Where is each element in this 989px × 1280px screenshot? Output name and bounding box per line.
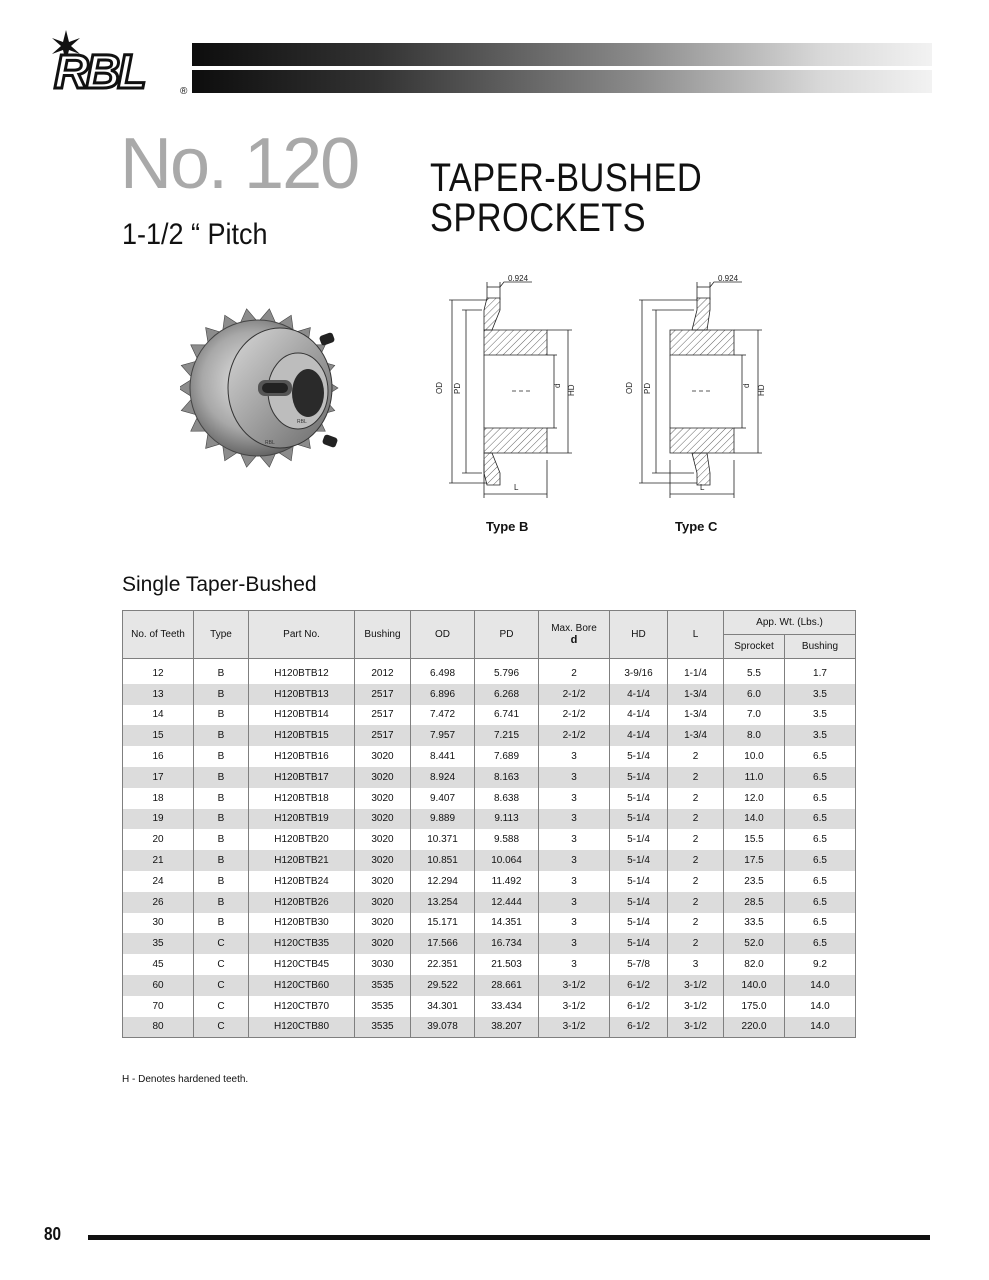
table-cell: 38.207 — [475, 1017, 539, 1038]
table-cell: 5-1/4 — [610, 871, 668, 892]
table-cell: 12.444 — [475, 892, 539, 913]
registered-mark: ® — [180, 86, 188, 97]
table-cell: 6.5 — [785, 871, 856, 892]
col-header-weight-bushing: Bushing — [785, 635, 856, 659]
table-cell: 3.5 — [785, 705, 856, 726]
table-cell: 5.796 — [475, 659, 539, 684]
svg-text:HD: HD — [757, 384, 766, 396]
table-cell: H120BTB19 — [249, 809, 355, 830]
table-cell: 3 — [539, 933, 610, 954]
table-cell: B — [194, 829, 249, 850]
table-cell: 6.5 — [785, 767, 856, 788]
table-cell: H120BTB17 — [249, 767, 355, 788]
table-cell: 9.588 — [475, 829, 539, 850]
table-cell: 7.0 — [724, 705, 785, 726]
table-cell: C — [194, 996, 249, 1017]
table-cell: 3020 — [355, 767, 411, 788]
table-cell: 5-1/4 — [610, 892, 668, 913]
sprocket-photo — [180, 296, 350, 476]
table-cell: 9.407 — [411, 788, 475, 809]
col-header-od: OD — [411, 611, 475, 659]
table-cell: 17.5 — [724, 850, 785, 871]
table-cell: 23.5 — [724, 871, 785, 892]
table-cell: 21.503 — [475, 954, 539, 975]
col-header-weight-sprocket: Sprocket — [724, 635, 785, 659]
table-cell: 9.2 — [785, 954, 856, 975]
table-cell: 52.0 — [724, 933, 785, 954]
table-cell: 34.301 — [411, 996, 475, 1017]
table-cell: 2 — [668, 788, 724, 809]
table-row — [123, 871, 856, 892]
table-cell: 3020 — [355, 871, 411, 892]
type-c-diagram — [622, 270, 772, 505]
table-cell: B — [194, 809, 249, 830]
table-cell: 3535 — [355, 1017, 411, 1038]
table-cell: 18 — [123, 788, 194, 809]
table-cell: 17.566 — [411, 933, 475, 954]
table-cell: 3020 — [355, 746, 411, 767]
table-cell: 6.5 — [785, 850, 856, 871]
table-cell: 12.0 — [724, 788, 785, 809]
spec-table — [122, 610, 856, 1038]
table-cell: 3 — [539, 809, 610, 830]
table-cell: 3030 — [355, 954, 411, 975]
table-cell: 220.0 — [724, 1017, 785, 1038]
table-cell: 3 — [539, 788, 610, 809]
table-cell: 3020 — [355, 933, 411, 954]
table-cell: 5-1/4 — [610, 829, 668, 850]
table-cell: 1-3/4 — [668, 684, 724, 705]
table-cell: 5-1/4 — [610, 913, 668, 934]
col-header-weight: App. Wt. (Lbs.) — [724, 611, 856, 635]
table-cell: 2 — [668, 871, 724, 892]
table-cell: 3 — [539, 913, 610, 934]
table-cell: 13.254 — [411, 892, 475, 913]
table-cell: 14.0 — [724, 809, 785, 830]
table-cell: H120BTB12 — [249, 659, 355, 684]
table-cell: 2 — [668, 913, 724, 934]
table-cell: 6-1/2 — [610, 996, 668, 1017]
table-cell: H120CTB35 — [249, 933, 355, 954]
svg-text:OD: OD — [625, 382, 634, 394]
table-cell: 9.889 — [411, 809, 475, 830]
table-cell: B — [194, 871, 249, 892]
chain-number: No. 120 — [120, 124, 359, 204]
table-cell: 2 — [539, 659, 610, 684]
table-cell: 5-1/4 — [610, 767, 668, 788]
table-cell: H120BTB13 — [249, 684, 355, 705]
table-row — [123, 933, 856, 954]
table-cell: 3.5 — [785, 725, 856, 746]
table-cell: 2517 — [355, 684, 411, 705]
table-cell: 6.5 — [785, 788, 856, 809]
table-cell: H120CTB60 — [249, 975, 355, 996]
col-header-type: Type — [194, 611, 249, 659]
table-row — [123, 892, 856, 913]
table-cell: 140.0 — [724, 975, 785, 996]
table-cell: 80 — [123, 1017, 194, 1038]
table-cell: 70 — [123, 996, 194, 1017]
table-cell: 3 — [668, 954, 724, 975]
table-cell: 2 — [668, 892, 724, 913]
dim-0924-b: 0.924 — [508, 274, 529, 283]
table-cell: 2 — [668, 933, 724, 954]
svg-text:OD: OD — [435, 382, 444, 394]
table-cell: H120CTB45 — [249, 954, 355, 975]
table-cell: 11.492 — [475, 871, 539, 892]
table-cell: 6.896 — [411, 684, 475, 705]
table-cell: 1.7 — [785, 659, 856, 684]
table-cell: 39.078 — [411, 1017, 475, 1038]
table-cell: 10.064 — [475, 850, 539, 871]
table-cell: 5-1/4 — [610, 746, 668, 767]
table-row — [123, 996, 856, 1017]
svg-text:d: d — [553, 383, 562, 388]
table-cell: 45 — [123, 954, 194, 975]
table-cell: H120BTB14 — [249, 705, 355, 726]
table-cell: 3-1/2 — [539, 1017, 610, 1038]
table-cell: 3-1/2 — [668, 1017, 724, 1038]
table-cell: 3 — [539, 746, 610, 767]
table-cell: 3 — [539, 850, 610, 871]
table-cell: 26 — [123, 892, 194, 913]
table-cell: 6.5 — [785, 746, 856, 767]
table-cell: 2 — [668, 809, 724, 830]
table-cell: 3-1/2 — [539, 975, 610, 996]
table-cell: 12 — [123, 659, 194, 684]
table-cell: 3020 — [355, 913, 411, 934]
type-b-diagram — [432, 270, 582, 505]
table-cell: 3020 — [355, 809, 411, 830]
table-row — [123, 767, 856, 788]
table-cell: 3 — [539, 892, 610, 913]
svg-text:RBL: RBL — [265, 440, 275, 446]
table-cell: 6.498 — [411, 659, 475, 684]
table-cell: 4-1/4 — [610, 725, 668, 746]
table-cell: B — [194, 767, 249, 788]
table-cell: 35 — [123, 933, 194, 954]
table-cell: 7.215 — [475, 725, 539, 746]
table-cell: 7.957 — [411, 725, 475, 746]
table-cell: 8.0 — [724, 725, 785, 746]
table-cell: 2 — [668, 767, 724, 788]
table-cell: 4-1/4 — [610, 705, 668, 726]
table-cell: 21 — [123, 850, 194, 871]
table-cell: 7.472 — [411, 705, 475, 726]
table-cell: H120BTB21 — [249, 850, 355, 871]
table-cell: 8.163 — [475, 767, 539, 788]
table-cell: 10.0 — [724, 746, 785, 767]
table-cell: 7.689 — [475, 746, 539, 767]
table-cell: 3-1/2 — [668, 975, 724, 996]
table-cell: H120BTB15 — [249, 725, 355, 746]
table-cell: 29.522 — [411, 975, 475, 996]
table-cell: 3020 — [355, 850, 411, 871]
table-cell: 16.734 — [475, 933, 539, 954]
table-row — [123, 809, 856, 830]
table-cell: 4-1/4 — [610, 684, 668, 705]
table-cell: 16 — [123, 746, 194, 767]
table-row — [123, 788, 856, 809]
table-cell: B — [194, 659, 249, 684]
svg-text:PD: PD — [453, 382, 462, 394]
table-cell: 6.741 — [475, 705, 539, 726]
col-header-part: Part No. — [249, 611, 355, 659]
table-cell: 5.5 — [724, 659, 785, 684]
table-cell: 33.5 — [724, 913, 785, 934]
table-cell: 22.351 — [411, 954, 475, 975]
table-cell: 6-1/2 — [610, 1017, 668, 1038]
table-row — [123, 705, 856, 726]
svg-text:L: L — [514, 483, 519, 492]
table-cell: 3-1/2 — [539, 996, 610, 1017]
table-cell: 6.5 — [785, 809, 856, 830]
table-cell: 8.638 — [475, 788, 539, 809]
table-cell: 2-1/2 — [539, 725, 610, 746]
table-cell: 3020 — [355, 829, 411, 850]
table-cell: B — [194, 913, 249, 934]
table-cell: 2517 — [355, 725, 411, 746]
table-cell: 6.5 — [785, 913, 856, 934]
table-cell: 2 — [668, 850, 724, 871]
table-cell: H120BTB20 — [249, 829, 355, 850]
table-cell: 1-1/4 — [668, 659, 724, 684]
table-cell: 2 — [668, 829, 724, 850]
table-row — [123, 659, 856, 684]
svg-text:PD: PD — [643, 382, 652, 394]
table-cell: H120BTB16 — [249, 746, 355, 767]
table-row — [123, 850, 856, 871]
table-cell: 15.5 — [724, 829, 785, 850]
svg-text:d: d — [742, 383, 751, 388]
table-cell: B — [194, 746, 249, 767]
table-cell: 30 — [123, 913, 194, 934]
table-cell: 14.0 — [785, 996, 856, 1017]
table-cell: B — [194, 725, 249, 746]
table-row — [123, 975, 856, 996]
type-b-label: Type B — [486, 519, 529, 534]
table-cell: 6.268 — [475, 684, 539, 705]
section-title: Single Taper-Bushed — [122, 573, 317, 596]
table-cell: H120CTB70 — [249, 996, 355, 1017]
col-header-bushing: Bushing — [355, 611, 411, 659]
table-cell: 28.5 — [724, 892, 785, 913]
header-bar-bottom — [192, 70, 932, 93]
table-cell: 5-1/4 — [610, 788, 668, 809]
table-cell: 6.5 — [785, 933, 856, 954]
table-cell: 14.351 — [475, 913, 539, 934]
table-cell: 3.5 — [785, 684, 856, 705]
table-cell: 2517 — [355, 705, 411, 726]
table-cell: 6.5 — [785, 892, 856, 913]
table-row — [123, 1017, 856, 1038]
table-cell: B — [194, 850, 249, 871]
table-cell: 6.5 — [785, 829, 856, 850]
footer-rule — [88, 1235, 930, 1240]
table-cell: 1-3/4 — [668, 705, 724, 726]
table-cell: 1-3/4 — [668, 725, 724, 746]
table-cell: 14 — [123, 705, 194, 726]
svg-text:RBL: RBL — [297, 419, 307, 425]
table-cell: 175.0 — [724, 996, 785, 1017]
table-cell: 5-1/4 — [610, 850, 668, 871]
table-cell: 14.0 — [785, 1017, 856, 1038]
col-header-pd: PD — [475, 611, 539, 659]
table-cell: 20 — [123, 829, 194, 850]
table-row — [123, 684, 856, 705]
table-row — [123, 913, 856, 934]
table-cell: C — [194, 933, 249, 954]
logo-text: RBL — [54, 46, 144, 98]
table-cell: H120BTB30 — [249, 913, 355, 934]
table-cell: 5-1/4 — [610, 933, 668, 954]
table-cell: 3 — [539, 954, 610, 975]
table-cell: 3-1/2 — [668, 996, 724, 1017]
table-cell: 2-1/2 — [539, 705, 610, 726]
table-cell: 5-1/4 — [610, 809, 668, 830]
table-cell: 8.441 — [411, 746, 475, 767]
col-header-l: L — [668, 611, 724, 659]
table-cell: H120CTB80 — [249, 1017, 355, 1038]
table-cell: 15.171 — [411, 913, 475, 934]
pitch-label: 1-1/2 “ Pitch — [122, 218, 268, 251]
table-cell: 11.0 — [724, 767, 785, 788]
table-cell: B — [194, 684, 249, 705]
rbl-logo — [46, 28, 194, 98]
table-cell: 82.0 — [724, 954, 785, 975]
table-cell: 33.434 — [475, 996, 539, 1017]
table-cell: 6.0 — [724, 684, 785, 705]
table-cell: 3 — [539, 829, 610, 850]
table-cell: 12.294 — [411, 871, 475, 892]
table-cell: C — [194, 954, 249, 975]
table-cell: 3535 — [355, 975, 411, 996]
page-title: TAPER-BUSHED SPROCKETS — [430, 156, 703, 240]
svg-text:HD: HD — [567, 384, 576, 396]
svg-text:L: L — [700, 483, 705, 492]
table-cell: 3020 — [355, 892, 411, 913]
table-cell: C — [194, 1017, 249, 1038]
table-cell: 17 — [123, 767, 194, 788]
table-cell: 9.113 — [475, 809, 539, 830]
table-cell: B — [194, 788, 249, 809]
table-cell: 15 — [123, 725, 194, 746]
col-header-teeth: No. of Teeth — [123, 611, 194, 659]
table-cell: 5-7/8 — [610, 954, 668, 975]
table-row — [123, 725, 856, 746]
table-cell: 2012 — [355, 659, 411, 684]
table-cell: C — [194, 975, 249, 996]
table-cell: H120BTB18 — [249, 788, 355, 809]
table-cell: 3 — [539, 767, 610, 788]
table-cell: 3535 — [355, 996, 411, 1017]
table-cell: 6-1/2 — [610, 975, 668, 996]
table-cell: H120BTB26 — [249, 892, 355, 913]
header-bar-top — [192, 43, 932, 66]
table-cell: 14.0 — [785, 975, 856, 996]
table-cell: 24 — [123, 871, 194, 892]
table-cell: B — [194, 705, 249, 726]
dim-0924-c: 0.924 — [718, 274, 739, 283]
table-cell: H120BTB24 — [249, 871, 355, 892]
table-cell: 3-9/16 — [610, 659, 668, 684]
page-number: 80 — [44, 1224, 62, 1244]
table-cell: 3020 — [355, 788, 411, 809]
table-cell: 2 — [668, 746, 724, 767]
footnote: H - Denotes hardened teeth. — [122, 1074, 249, 1085]
table-cell: 28.661 — [475, 975, 539, 996]
table-cell: 3 — [539, 871, 610, 892]
table-cell: 10.851 — [411, 850, 475, 871]
table-cell: 19 — [123, 809, 194, 830]
table-cell: 10.371 — [411, 829, 475, 850]
table-cell: 60 — [123, 975, 194, 996]
table-row — [123, 829, 856, 850]
col-header-hd: HD — [610, 611, 668, 659]
type-c-label: Type C — [675, 519, 718, 534]
table-cell: B — [194, 892, 249, 913]
table-row — [123, 954, 856, 975]
col-header-bore: Max. Bore d — [539, 611, 610, 659]
table-cell: 8.924 — [411, 767, 475, 788]
table-cell: 2-1/2 — [539, 684, 610, 705]
table-row — [123, 746, 856, 767]
table-cell: 13 — [123, 684, 194, 705]
